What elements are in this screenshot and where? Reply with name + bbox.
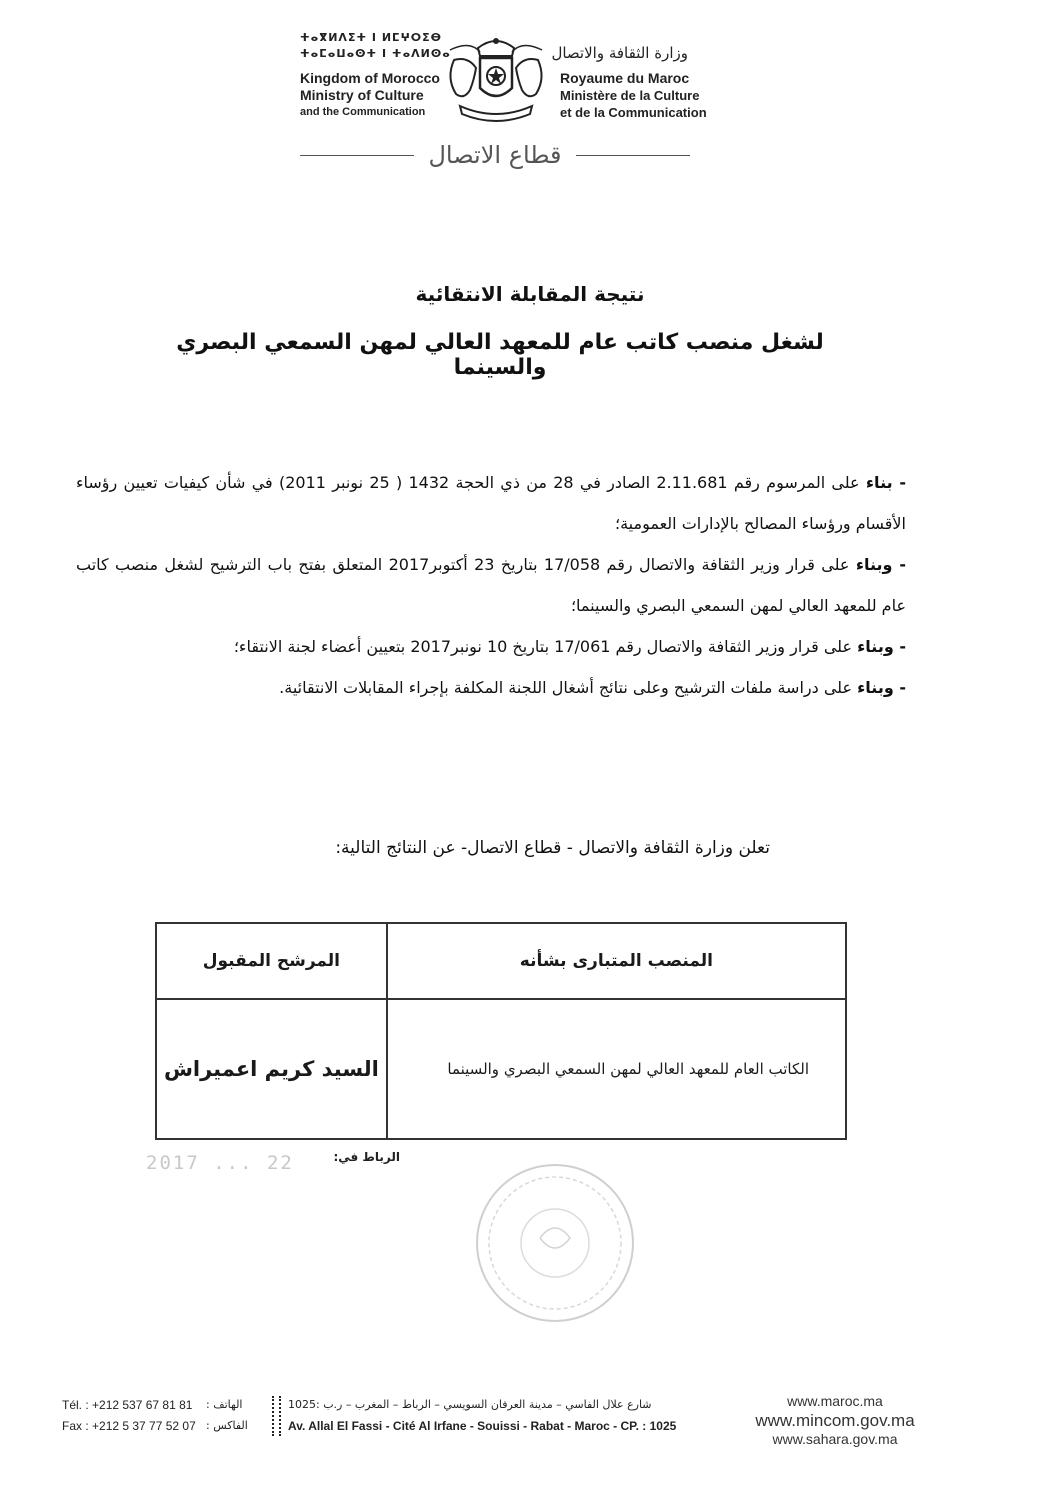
considerations [76,462,906,708]
coat-of-arms-emblem [440,30,552,130]
table-header-row [156,923,846,999]
consideration-paragraph [76,667,906,708]
consideration-lead: - وبناء [857,637,906,656]
footer-phone: Tél. : +212 537 67 81 81 [62,1398,193,1412]
place-date-label: الرباط في: [333,1150,400,1164]
footer-separator [272,1396,281,1436]
french-line: et de la Communication [560,105,707,120]
column-header-candidate: المرشح المقبول [156,923,387,999]
footer-websites [755,1392,915,1449]
website-link: www.sahara.gov.ma [772,1431,898,1447]
consideration-text: على دراسة ملفات الترشيح وعلى نتائج أشغال اللجنة المكلفة بإجراء المقابلات الانتقائية. [279,678,858,697]
footer-fax-label-ar: الفاكس : [206,1419,248,1432]
tifinagh-line: ⵜⴰⴳⵍⴷⵉⵜ ⵏ ⵍⵎⵖⵔⵉⴱ [300,31,443,44]
footer-fax: Fax : +212 5 37 77 52 07 [62,1419,196,1433]
english-line: Ministry of Culture [300,87,424,103]
candidate-cell: السيد كريم اعميراش [156,999,387,1139]
announcement: تعلن وزارة الثقافة والاتصال - قطاع الاتصال- عن النتائج التالية: [335,838,770,858]
consideration-lead: - وبناء [857,678,906,697]
english-line: and the Communication [300,106,426,118]
consideration-text: على المرسوم رقم 2.11.681 الصادر في 28 من ذي الحجة 1432 ( 25 نونبر 2011) في شأن كيفيات تعيين رؤساء الأقسام ورؤساء المصالح بالإدارات العمومية؛ [76,473,906,533]
consideration-paragraph [76,626,906,667]
arabic-ministry-name: وزارة الثقافة والاتصال [551,44,688,62]
english-letterhead [300,70,440,121]
consideration-text: على قرار وزير الثقافة والاتصال رقم 17/061 بتاريخ 10 نونبر2017 بتعيين أعضاء لجنة الانتقاء؛ [233,637,858,656]
divider [300,155,414,156]
website-link: www.maroc.ma [787,1393,883,1409]
french-letterhead [560,70,707,121]
official-seal-stamp [470,1158,640,1328]
sector-line [300,138,690,172]
tifinagh-header [300,30,451,62]
website-link: www.mincom.gov.ma [755,1411,915,1430]
document-title: نتيجة المقابلة الانتقائية [415,282,645,306]
document-subtitle: لشغل منصب كاتب عام للمعهد العالي لمهن السمعي البصري والسينما [176,330,824,380]
footer-address-ar: شارع علال الفاسي – مدينة العرفان السويسي – الرباط – المغرب – ر.ب :1025 [288,1398,652,1411]
consideration-paragraph [76,462,906,544]
table-row [156,999,846,1139]
divider [576,155,690,156]
french-line: Ministère de la Culture [560,88,700,103]
consideration-text: على قرار وزير الثقافة والاتصال رقم 17/058 بتاريخ 23 أكتوبر2017 المتعلق بفتح باب الترشيح لشغل منصب كاتب عام للمعهد العالي لمهن السمعي البصري والسينما؛ [76,555,906,615]
french-line: Royaume du Maroc [560,70,690,86]
results-table [155,922,847,1140]
column-header-post: المنصب المتبارى بشأنه [387,923,846,999]
consideration-lead: - بناء [865,473,907,492]
post-cell: الكاتب العام للمعهد العالي لمهن السمعي البصري والسينما [387,999,846,1139]
sector-name: قطاع الاتصال [428,141,562,169]
consideration-lead: - وبناء [855,555,906,574]
english-line: Kingdom of Morocco [300,70,440,86]
date-stamp: 2017 ... 22 [146,1152,294,1174]
tifinagh-line: ⵜⴰⵎⴰⵡⴰⵙⵜ ⵏ ⵜⴰⴷⵍⵙⴰ [300,47,451,60]
footer-address: Av. Allal El Fassi - Cité Al Irfane - Souissi - Rabat - Maroc - CP. : 1025 [288,1419,677,1433]
footer-phone-label-ar: الهاتف : [206,1398,243,1411]
consideration-paragraph [76,544,906,626]
